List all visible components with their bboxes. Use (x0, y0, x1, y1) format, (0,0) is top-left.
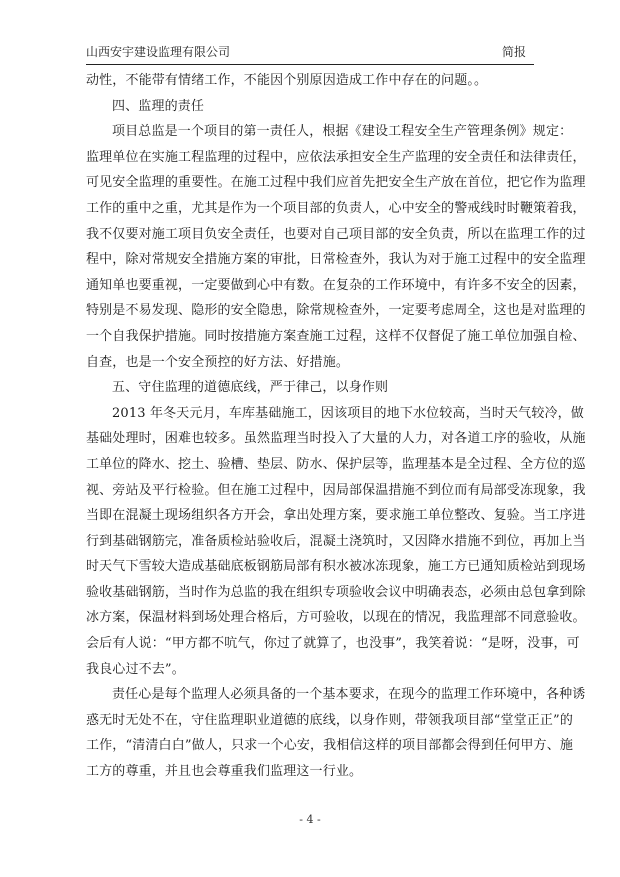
paragraph-line: 监理单位在实施工程监理的过程中，应依法承担安全生产监理的安全责任和法律责任， (86, 149, 586, 165)
page-header (86, 40, 534, 65)
paragraph-line: 会后有人说：“甲方都不吭气，你过了就算了，也没事”，我笑着说：“是呀，没事，可 (86, 636, 580, 652)
paragraph-line: 行到基础钢筋完，准备质检站验收后，混凝土浇筑时，又因降水措施不到位，再加上当 (86, 533, 586, 549)
paragraph-line: 一个自我保护措施。同时按措施方案查施工过程，这样不仅督促了施工单位加强自检、 (86, 328, 586, 344)
section-heading-4: 四、监理的责任 (112, 98, 205, 114)
company-name: 山西安宇建设监理有限公司 (86, 45, 231, 59)
paragraph-line: 基础处理时，困难也较多。虽然监理当时投入了大量的人力，对各道工序的验收，从施 (86, 431, 586, 447)
paragraph-line: 时天气下雪较大造成基础底板钢筋局部有积水被冰冻现象，施工方已通知质检站到现场 (86, 559, 586, 575)
paragraph-line: 验收基础钢筋，当时作为总监的我在组织专项验收会议中明确表态，必须由总包拿到除 (86, 584, 586, 600)
section-heading-5: 五、守住监理的道德底线，严于律己，以身作则 (112, 380, 389, 396)
paragraph-line: 特别是不易发现、隐形的安全隐患，除常规检查外，一定要考虑周全，这也是对监理的 (86, 303, 586, 319)
paragraph-line: 工作，“清清白白”做人，只求一个心安，我相信这样的项目部都会得到任何甲方、施 (86, 738, 573, 754)
paragraph-line: 工方的尊重，并且也会尊重我们监理这一行业。 (86, 764, 363, 780)
paragraph-line: 我良心过不去”。 (86, 661, 185, 677)
document-type: 简报 (501, 45, 526, 59)
paragraph-line: 2013 年冬天元月，车库基础施工，因该项目的地下水位较高，当时天气较冷，做 (112, 405, 584, 421)
paragraph-line: 程中，除对常规安全措施方案的审批，日常检查外，我认为对于施工过程中的安全监理 (86, 252, 586, 268)
paragraph-line: 项目总监是一个项目的第一责任人，根据《建设工程安全生产管理条例》规定： (112, 124, 573, 140)
paragraph-line: 当即在混凝土现场组织各方开会，拿出处理方案，要求施工单位整改、复验。当工序进 (86, 508, 586, 524)
paragraph-line: 冰方案，保温材料到场处理合格后，方可验收，以现在的情况，我监理部不同意验收。 (86, 610, 586, 626)
paragraph-line: 责任心是每个监理人必须具备的一个基本要求，在现今的监理工作环境中，各种诱 (112, 687, 586, 703)
paragraph-line: 可见安全监理的重要性。在施工过程中我们应首先把安全生产放在首位，把它作为监理 (86, 175, 586, 191)
body-line: 动性，不能带有情绪工作，不能因个别原因造成工作中存在的问题。。 (86, 73, 488, 88)
paragraph-line: 工单位的降水、挖土、验槽、垫层、防水、保护层等，监理基本是全过程、全方位的巡 (86, 456, 586, 472)
paragraph-line: 通知单也要重视，一定要做到心中有数。在复杂的工作环境中，有许多不安全的因素， (86, 277, 586, 293)
paragraph-line: 我不仅要对施工项目负安全责任，也要对自己项目部的安全负责，所以在监理工作的过 (86, 226, 586, 242)
page-number: - 4 - (299, 813, 321, 826)
paragraph-line: 自查，也是一个安全预控的好方法、好措施。 (86, 354, 350, 370)
paragraph-line: 工作的重中之重，尤其是作为一个项目部的负责人，心中安全的警戒线时时鞭策着我， (86, 200, 586, 216)
document-body (86, 68, 586, 785)
paragraph-line: 惑无时无处不在，守住监理职业道德的底线，以身作则，带领我项目部“堂堂正正”的 (86, 712, 573, 728)
paragraph-line: 视、旁站及平行检验。但在施工过程中，因局部保温措施不到位而有局部受冻现象，我 (86, 482, 586, 498)
